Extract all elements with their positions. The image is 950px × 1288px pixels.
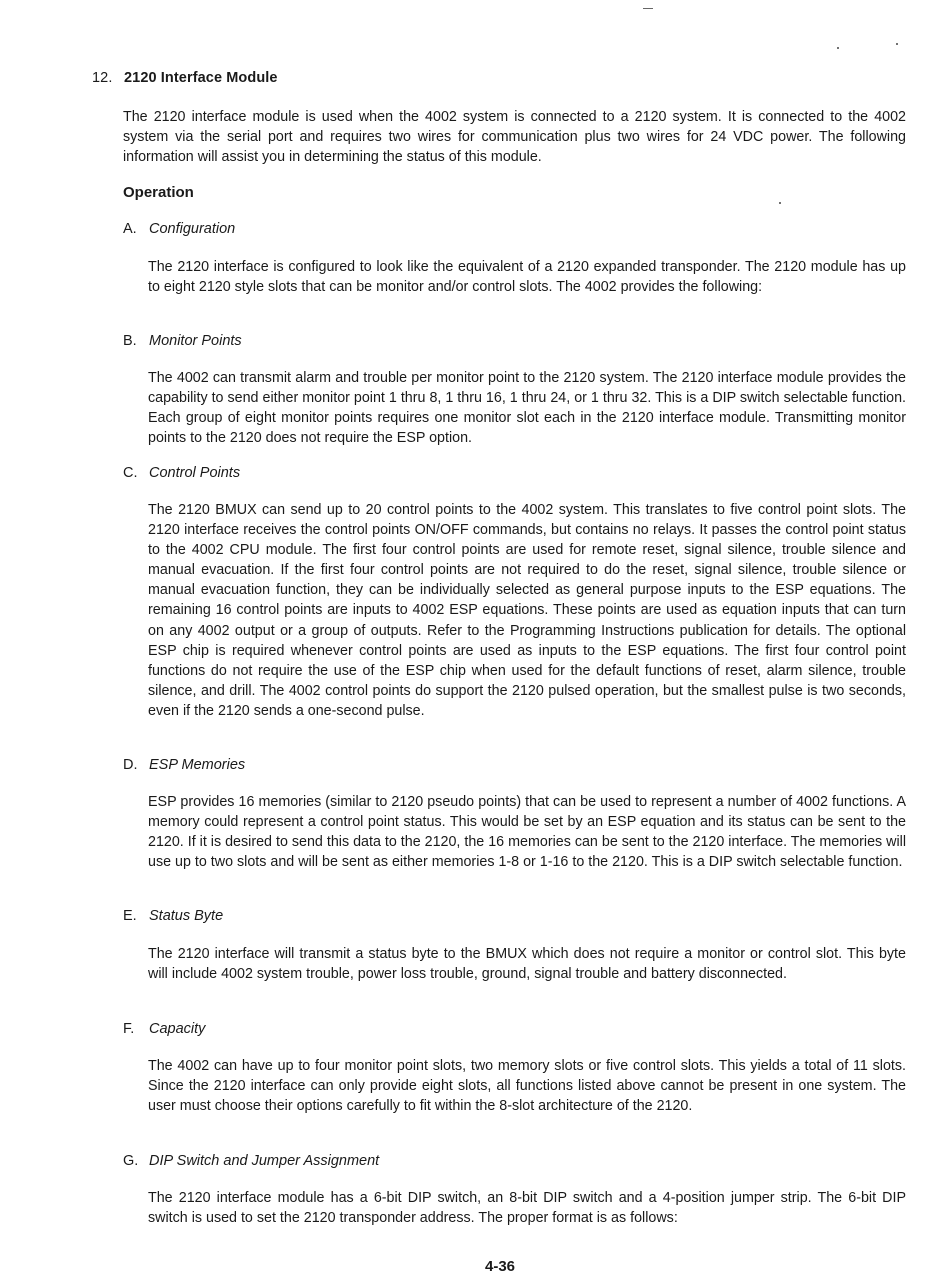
subsection-c-heading <box>123 465 240 481</box>
page-number: 4-36 <box>484 1258 516 1275</box>
subsection-title: Monitor Points <box>149 333 242 349</box>
subsection-b-body: The 4002 can transmit alarm and trouble per monitor point to the 2120 system. The 2120 interface module provides the capability to send either monitor point 1 thru 8, 1 thru 16, 1 thru 24, or 1 thru 32. This is a DIP switch selectable function. Each group of eight monitor points requires one monitor slot each in the 2120 interface module. Transmitting monitor points to the 2120 does not require the ESP option. <box>148 370 906 447</box>
subsection-c-body: The 2120 BMUX can send up to 20 control points to the 4002 system. This translates to five control point slots. The 2120 interface receives the control points ON/OFF commands, but contains no relays. It passes the control point status to the 4002 CPU module. The first four control points are used for remote reset, signal silence, trouble silence and manual evacuation. If the first four control points are not required to do the reset, signal silence, trouble silence or manual evacuation function, they can be individually selected as general purpose inputs to the ESP equations. The remaining 16 control points are inputs to 4002 ESP equations. These points are used as equation inputs that can turn on any 4002 output or a group of outputs. Refer to the Programming Instructions publication for details. The optional ESP chip is required whenever control points are used as inputs to the ESP equations. The first four control point functions do not require the use of the ESP chip when used for the default functions of reset, alarm silence, trouble silence, and drill. The 4002 control points do support the 2120 pulsed operation, but the smallest pulse is two seconds, even if the 2120 sends a one-second pulse. <box>148 502 906 719</box>
subsection-title: Configuration <box>149 221 236 237</box>
subsection-letter: D. <box>123 757 138 773</box>
subsection-e-heading <box>123 908 223 924</box>
subsection-letter: C. <box>123 465 138 481</box>
subsection-letter: B. <box>123 333 137 349</box>
subsection-title: Status Byte <box>149 908 224 924</box>
section-intro: The 2120 interface module is used when the 4002 system is connected to a 2120 system. It is connected to the 4002 system via the serial port and requires two wires for communication plus two wires for 24 VDC power. The following information will assist you in determining the status of this module. <box>123 109 906 166</box>
subsection-g-body: The 2120 interface module has a 6-bit DIP switch, an 8-bit DIP switch and a 4-position jumper strip. The 6-bit DIP switch is used to set the 2120 transponder address. The proper format is as follows: <box>148 1190 906 1227</box>
subsection-a-heading <box>123 221 235 237</box>
section-title: 2120 Interface Module <box>124 70 278 86</box>
subsection-letter: G. <box>123 1153 139 1169</box>
subsection-d-heading <box>123 757 245 773</box>
subsection-title: DIP Switch and Jumper Assignment <box>149 1153 380 1169</box>
subsection-title: Control Points <box>149 465 241 481</box>
subsection-f-body: The 4002 can have up to four monitor point slots, two memory slots or five control slots. This yields a total of 11 slots. Since the 2120 interface can only provide eight slots, all functions listed above cannot be present in one system. The user must choose their options carefully to fit within the 8-slot architecture of the 2120. <box>148 1058 906 1115</box>
subsection-e-body: The 2120 interface will transmit a status byte to the BMUX which does not require a monitor or control slot. This byte will include 4002 system trouble, power loss trouble, ground, signal trouble and battery disconnected. <box>148 946 906 983</box>
section-number: 12. <box>92 70 113 86</box>
scan-artifact-speck <box>779 202 781 204</box>
subsection-letter: A. <box>123 221 137 237</box>
subsection-title: Capacity <box>149 1021 206 1037</box>
subsection-d-body: ESP provides 16 memories (similar to 2120 pseudo points) that can be used to represent a number of 4002 functions. A memory could represent a control point status. This would be set by an ESP equation and its status can be sent to the 2120. If it is desired to send this data to the 2120, the 16 memories can be sent to the 2120 interface. The memories will use up to two slots and will be sent as either memories 1-8 or 1-16 to the 2120. This is a DIP switch selectable function. <box>148 794 906 871</box>
subsection-letter: F. <box>123 1021 135 1037</box>
section-heading <box>92 70 278 86</box>
subsection-g-heading <box>123 1153 379 1169</box>
subsection-b-heading <box>123 333 242 349</box>
subsection-f-heading <box>123 1021 205 1037</box>
subsection-a-body: The 2120 interface is configured to look like the equivalent of a 2120 expanded transponder. The 2120 module has up to eight 2120 style slots that can be monitor and/or control slots. The 4002 provides the following: <box>148 259 906 296</box>
scan-artifact-speck <box>837 47 839 49</box>
scan-artifact-dash <box>643 8 653 9</box>
subsection-title: ESP Memories <box>149 757 246 773</box>
scan-artifact-speck <box>896 43 898 45</box>
subsection-letter: E. <box>123 908 137 924</box>
operation-heading: Operation <box>123 184 194 201</box>
